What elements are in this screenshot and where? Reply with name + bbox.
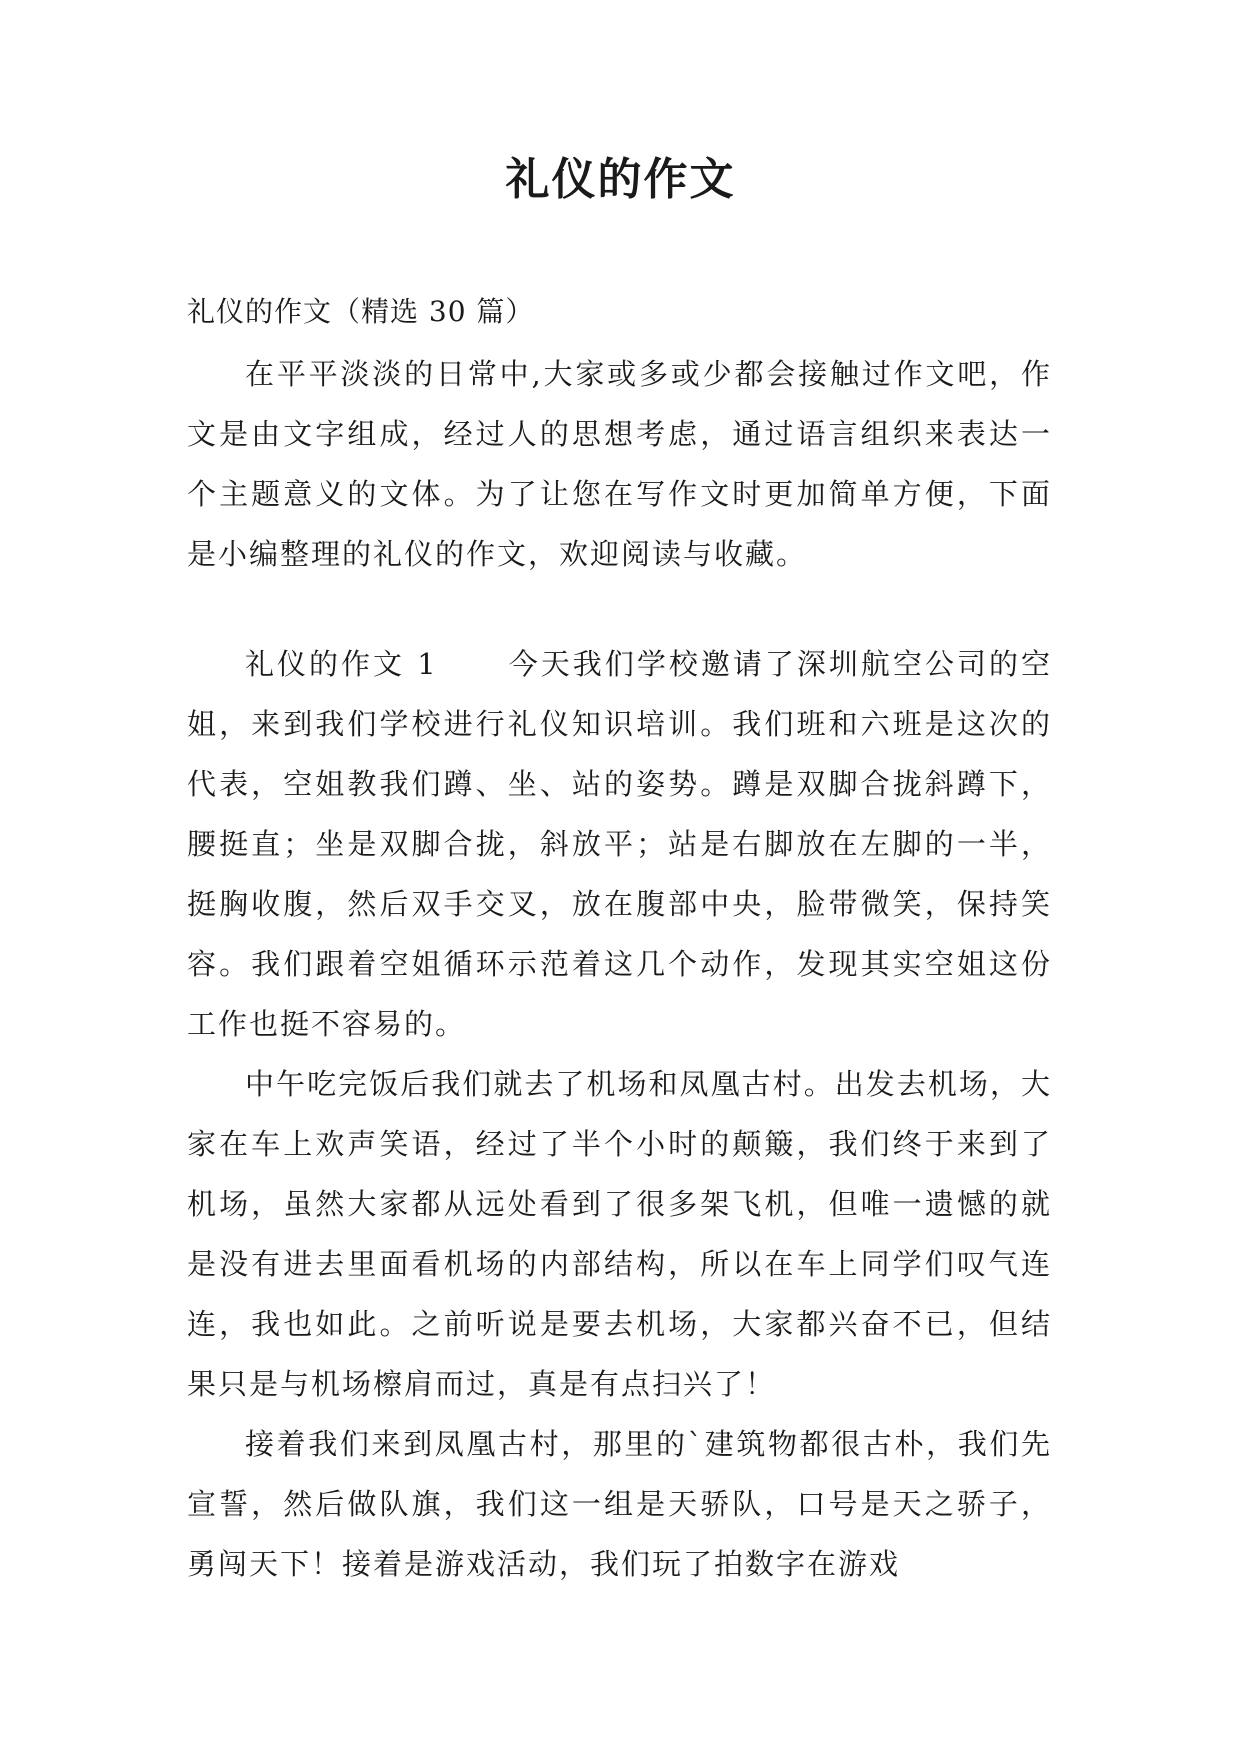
intro-section bbox=[187, 344, 1052, 584]
essay-paragraph: 接着我们来到凤凰古村，那里的`建筑物都很古朴，我们先宣誓，然后做队旗，我们这一组是天骄队，口号是天之骄子，勇闯天下！接着是游戏活动，我们玩了拍数字在游戏 bbox=[187, 1427, 1052, 1581]
page-title: 礼仪的作文 bbox=[505, 154, 736, 205]
essay-paragraph-text: 今天我们学校邀请了深圳航空公司的空姐，来到我们学校进行礼仪知识培训。我们班和六班是这次的代表，空姐教我们蹲、坐、站的姿势。蹲是双脚合拢斜蹲下，腰挺直；坐是双脚合拢，斜放平；站是右脚放在左脚的一半，挺胸收腹，然后双手交叉，放在腹部中央，脸带微笑，保持笑容。我们跟着空姐循环示范着这几个动作，发现其实空姐这份工作也挺不容易的。 bbox=[187, 647, 1052, 1041]
essay-heading: 礼仪的作文 1 bbox=[245, 647, 438, 681]
intro-paragraph: 在平平淡淡的日常中,大家或多或少都会接触过作文吧，作文是由文字组成，经过人的思想考虑，通过语言组织来表达一个主题意义的文体。为了让您在写作文时更加简单方便，下面是小编整理的礼仪的作文，欢迎阅读与收藏。 bbox=[187, 357, 1052, 571]
essay-paragraph: 中午吃完饭后我们就去了机场和凤凰古村。出发去机场，大家在车上欢声笑语，经过了半个小时的颠簸，我们终于来到了机场，虽然大家都从远处看到了很多架飞机，但唯一遗憾的就是没有进去里面看机场的内部结构，所以在车上同学们叹气连连，我也如此。之前听说是要去机场，大家都兴奋不已，但结果只是与机场檫肩而过，真是有点扫兴了！ bbox=[187, 1067, 1052, 1401]
document-subtitle: 礼仪的作文（精选 30 篇） bbox=[187, 295, 535, 328]
essay-section bbox=[187, 634, 1052, 1594]
essay-paragraph bbox=[187, 634, 1052, 1054]
